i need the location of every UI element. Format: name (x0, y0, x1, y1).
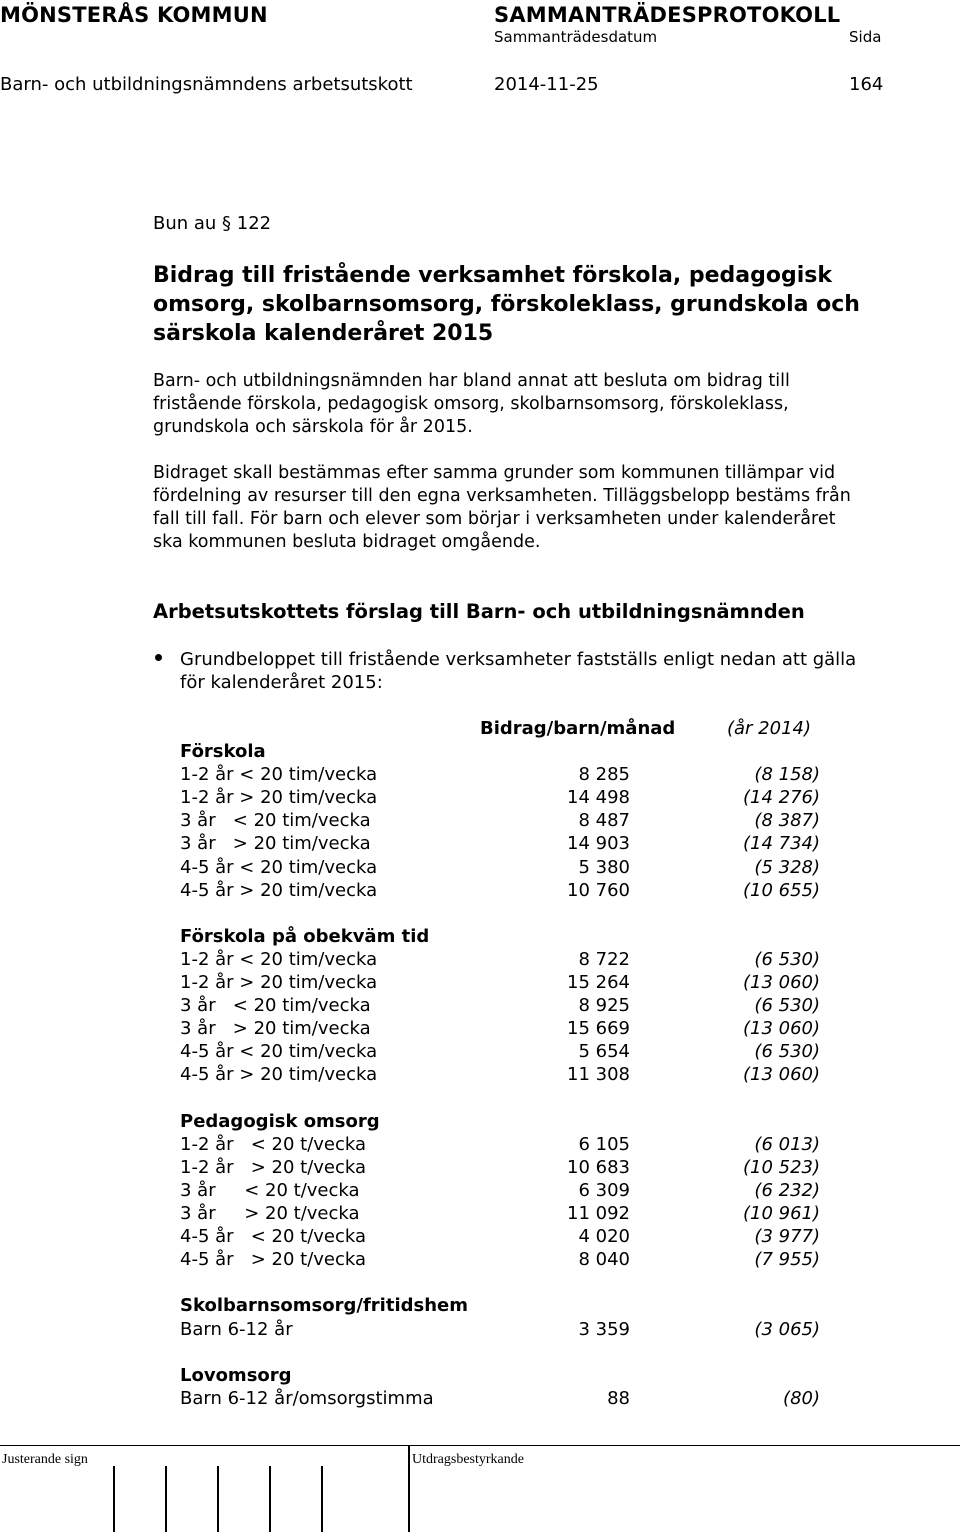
meeting-date-label: Sammanträdesdatum (494, 28, 658, 46)
row-label: 1-2 år > 20 tim/vecka (180, 787, 378, 809)
table-row (180, 971, 820, 994)
row-previous-amount: (6 013) (754, 1133, 820, 1155)
row-previous-amount: (10 655) (742, 879, 820, 901)
meeting-date: 2014-11-25 (494, 74, 599, 95)
document-type: SAMMANTRÄDESPROTOKOLL (494, 3, 841, 27)
row-amount: 15 264 (567, 972, 630, 993)
table-row (180, 1387, 820, 1410)
proposal-heading: Arbetsutskottets förslag till Barn- och utbildningsnämnden (153, 600, 805, 623)
bullet-icon (155, 654, 162, 661)
row-previous-amount: (10 961) (742, 1203, 820, 1224)
row-amount: 8 487 (578, 810, 630, 832)
row-previous-amount: (6 232) (754, 1179, 820, 1201)
row-amount: 14 498 (567, 787, 630, 809)
section-title: Skolbarnsomsorg/fritidshem (180, 1295, 468, 1317)
row-label: 1-2 år > 20 t/vecka (180, 1156, 367, 1178)
footer-divider (0, 1445, 960, 1446)
row-amount: 3 359 (578, 1318, 630, 1340)
certification-label: Utdragsbestyrkande (412, 1452, 524, 1467)
page-number: 164 (849, 74, 884, 95)
table-row (180, 809, 820, 832)
row-previous-amount: (6 530) (754, 1041, 820, 1063)
row-previous-amount: (7 955) (754, 1249, 820, 1271)
row-amount: 8 040 (578, 1249, 630, 1271)
intro-paragraph-2-line-2: fördelning av resurser till den egna verksamheten. Tilläggsbelopp bestäms från (153, 486, 851, 506)
row-label: 4-5 år < 20 tim/vecka (180, 856, 378, 878)
signature-box-line (217, 1466, 219, 1532)
table-row (180, 1017, 820, 1040)
row-previous-amount: (8 158) (754, 764, 820, 786)
signature-box-line (165, 1466, 167, 1532)
row-label: 3 år > 20 tim/vecka (180, 833, 371, 855)
table-row (180, 879, 820, 902)
row-previous-amount: (10 523) (742, 1156, 820, 1178)
table-row (180, 1225, 820, 1248)
row-label: 1-2 år < 20 tim/vecka (180, 764, 378, 786)
intro-paragraph-1-line-2: fristående förskola, pedagogisk omsorg, skolbarnsomsorg, förskoleklass, (153, 394, 789, 414)
section-title: Förskola på obekväm tid (180, 925, 430, 947)
row-amount: 11 092 (567, 1203, 630, 1224)
committee-name: Barn- och utbildningsnämndens arbetsutskott (0, 74, 413, 95)
row-amount: 10 760 (567, 879, 630, 901)
footer-column-divider (408, 1446, 410, 1532)
signature-box-line (113, 1466, 115, 1532)
row-label: 1-2 år < 20 tim/vecka (180, 948, 378, 970)
intro-paragraph-2-line-3: fall till fall. För barn och elever som börjar i verksamheten under kalenderåret (153, 509, 836, 529)
section-title: Pedagogisk omsorg (180, 1110, 380, 1132)
intro-paragraph-2-line-1: Bidraget skall bestämmas efter samma grunder som kommunen tillämpar vid (153, 463, 836, 483)
row-label: Barn 6-12 år/omsorgstimma (180, 1387, 434, 1409)
table-row (180, 1318, 820, 1341)
table-row (180, 1202, 820, 1225)
row-previous-amount: (80) (783, 1387, 820, 1409)
intro-paragraph-1-line-1: Barn- och utbildningsnämnden har bland annat att besluta om bidrag till (153, 371, 790, 391)
row-label: 1-2 år > 20 tim/vecka (180, 972, 378, 993)
table-row (180, 786, 820, 809)
row-label: 1-2 år < 20 t/vecka (180, 1133, 367, 1155)
table-row (180, 1156, 820, 1179)
row-label: 4-5 år < 20 t/vecka (180, 1226, 367, 1248)
table-row (180, 948, 820, 971)
paragraph-reference: Bun au § 122 (153, 213, 272, 234)
row-label: 3 år > 20 t/vecka (180, 1203, 360, 1224)
row-previous-amount: (13 060) (742, 972, 820, 993)
bullet-text-line-1: Grundbeloppet till fristående verksamheter fastställs enligt nedan att gälla (180, 649, 857, 670)
row-previous-amount: (3 977) (754, 1226, 820, 1248)
column-header-current: Bidrag/barn/månad (480, 718, 676, 739)
table-row (180, 1248, 820, 1271)
row-previous-amount: (6 530) (754, 995, 820, 1017)
page-label: Sida (849, 28, 882, 46)
decision-title-line-2: omsorg, skolbarnsomsorg, förskoleklass, grundskola och (153, 292, 860, 317)
signature-box-line (321, 1466, 323, 1532)
signature-label: Justerande sign (2, 1452, 88, 1467)
section-title: Lovomsorg (180, 1364, 292, 1386)
row-label: 3 år > 20 tim/vecka (180, 1018, 371, 1040)
signature-box-line (269, 1466, 271, 1532)
row-label: 3 år < 20 tim/vecka (180, 995, 371, 1017)
section-title: Förskola (180, 741, 266, 762)
table-row (180, 832, 820, 855)
municipality-name: MÖNSTERÅS KOMMUN (0, 3, 268, 27)
row-previous-amount: (3 065) (754, 1318, 820, 1340)
row-amount: 8 925 (578, 995, 630, 1017)
row-amount: 14 903 (567, 833, 630, 855)
intro-paragraph-2-line-4: ska kommunen besluta bidraget omgående. (153, 532, 541, 552)
row-previous-amount: (6 530) (754, 948, 820, 970)
row-amount: 6 105 (578, 1133, 630, 1155)
row-label: 3 år < 20 t/vecka (180, 1179, 360, 1201)
row-label: 4-5 år > 20 t/vecka (180, 1249, 367, 1271)
row-amount: 5 654 (578, 1041, 630, 1063)
intro-paragraph-1-line-3: grundskola och särskola för år 2015. (153, 417, 473, 437)
row-label: 4-5 år < 20 tim/vecka (180, 1041, 378, 1063)
row-previous-amount: (13 060) (742, 1018, 820, 1040)
row-amount: 88 (607, 1387, 630, 1409)
table-row (180, 1040, 820, 1063)
row-amount: 5 380 (578, 856, 630, 878)
decision-title-line-1: Bidrag till fristående verksamhet förskola, pedagogisk (153, 263, 832, 288)
table-row (180, 1133, 820, 1156)
table-row (180, 856, 820, 879)
row-previous-amount: (14 276) (742, 787, 820, 809)
table-row (180, 994, 820, 1017)
row-amount: 11 308 (567, 1064, 630, 1086)
row-amount: 6 309 (578, 1179, 630, 1201)
row-label: Barn 6-12 år (180, 1318, 293, 1340)
row-label: 4-5 år > 20 tim/vecka (180, 879, 378, 901)
decision-title-line-3: särskola kalenderåret 2015 (153, 321, 494, 346)
table-row (180, 1063, 820, 1086)
row-amount: 8 285 (578, 764, 630, 786)
column-header-previous: (år 2014) (727, 718, 812, 739)
row-amount: 10 683 (567, 1156, 630, 1178)
row-previous-amount: (8 387) (754, 810, 820, 832)
row-previous-amount: (13 060) (742, 1064, 820, 1086)
table-row (180, 763, 820, 786)
bullet-text-line-2: för kalenderåret 2015: (180, 672, 383, 693)
row-label: 4-5 år > 20 tim/vecka (180, 1064, 378, 1086)
row-amount: 15 669 (567, 1018, 630, 1040)
row-amount: 8 722 (578, 948, 630, 970)
row-previous-amount: (14 734) (742, 833, 820, 855)
row-label: 3 år < 20 tim/vecka (180, 810, 371, 832)
row-amount: 4 020 (578, 1226, 630, 1248)
row-previous-amount: (5 328) (754, 856, 820, 878)
table-row (180, 1179, 820, 1202)
